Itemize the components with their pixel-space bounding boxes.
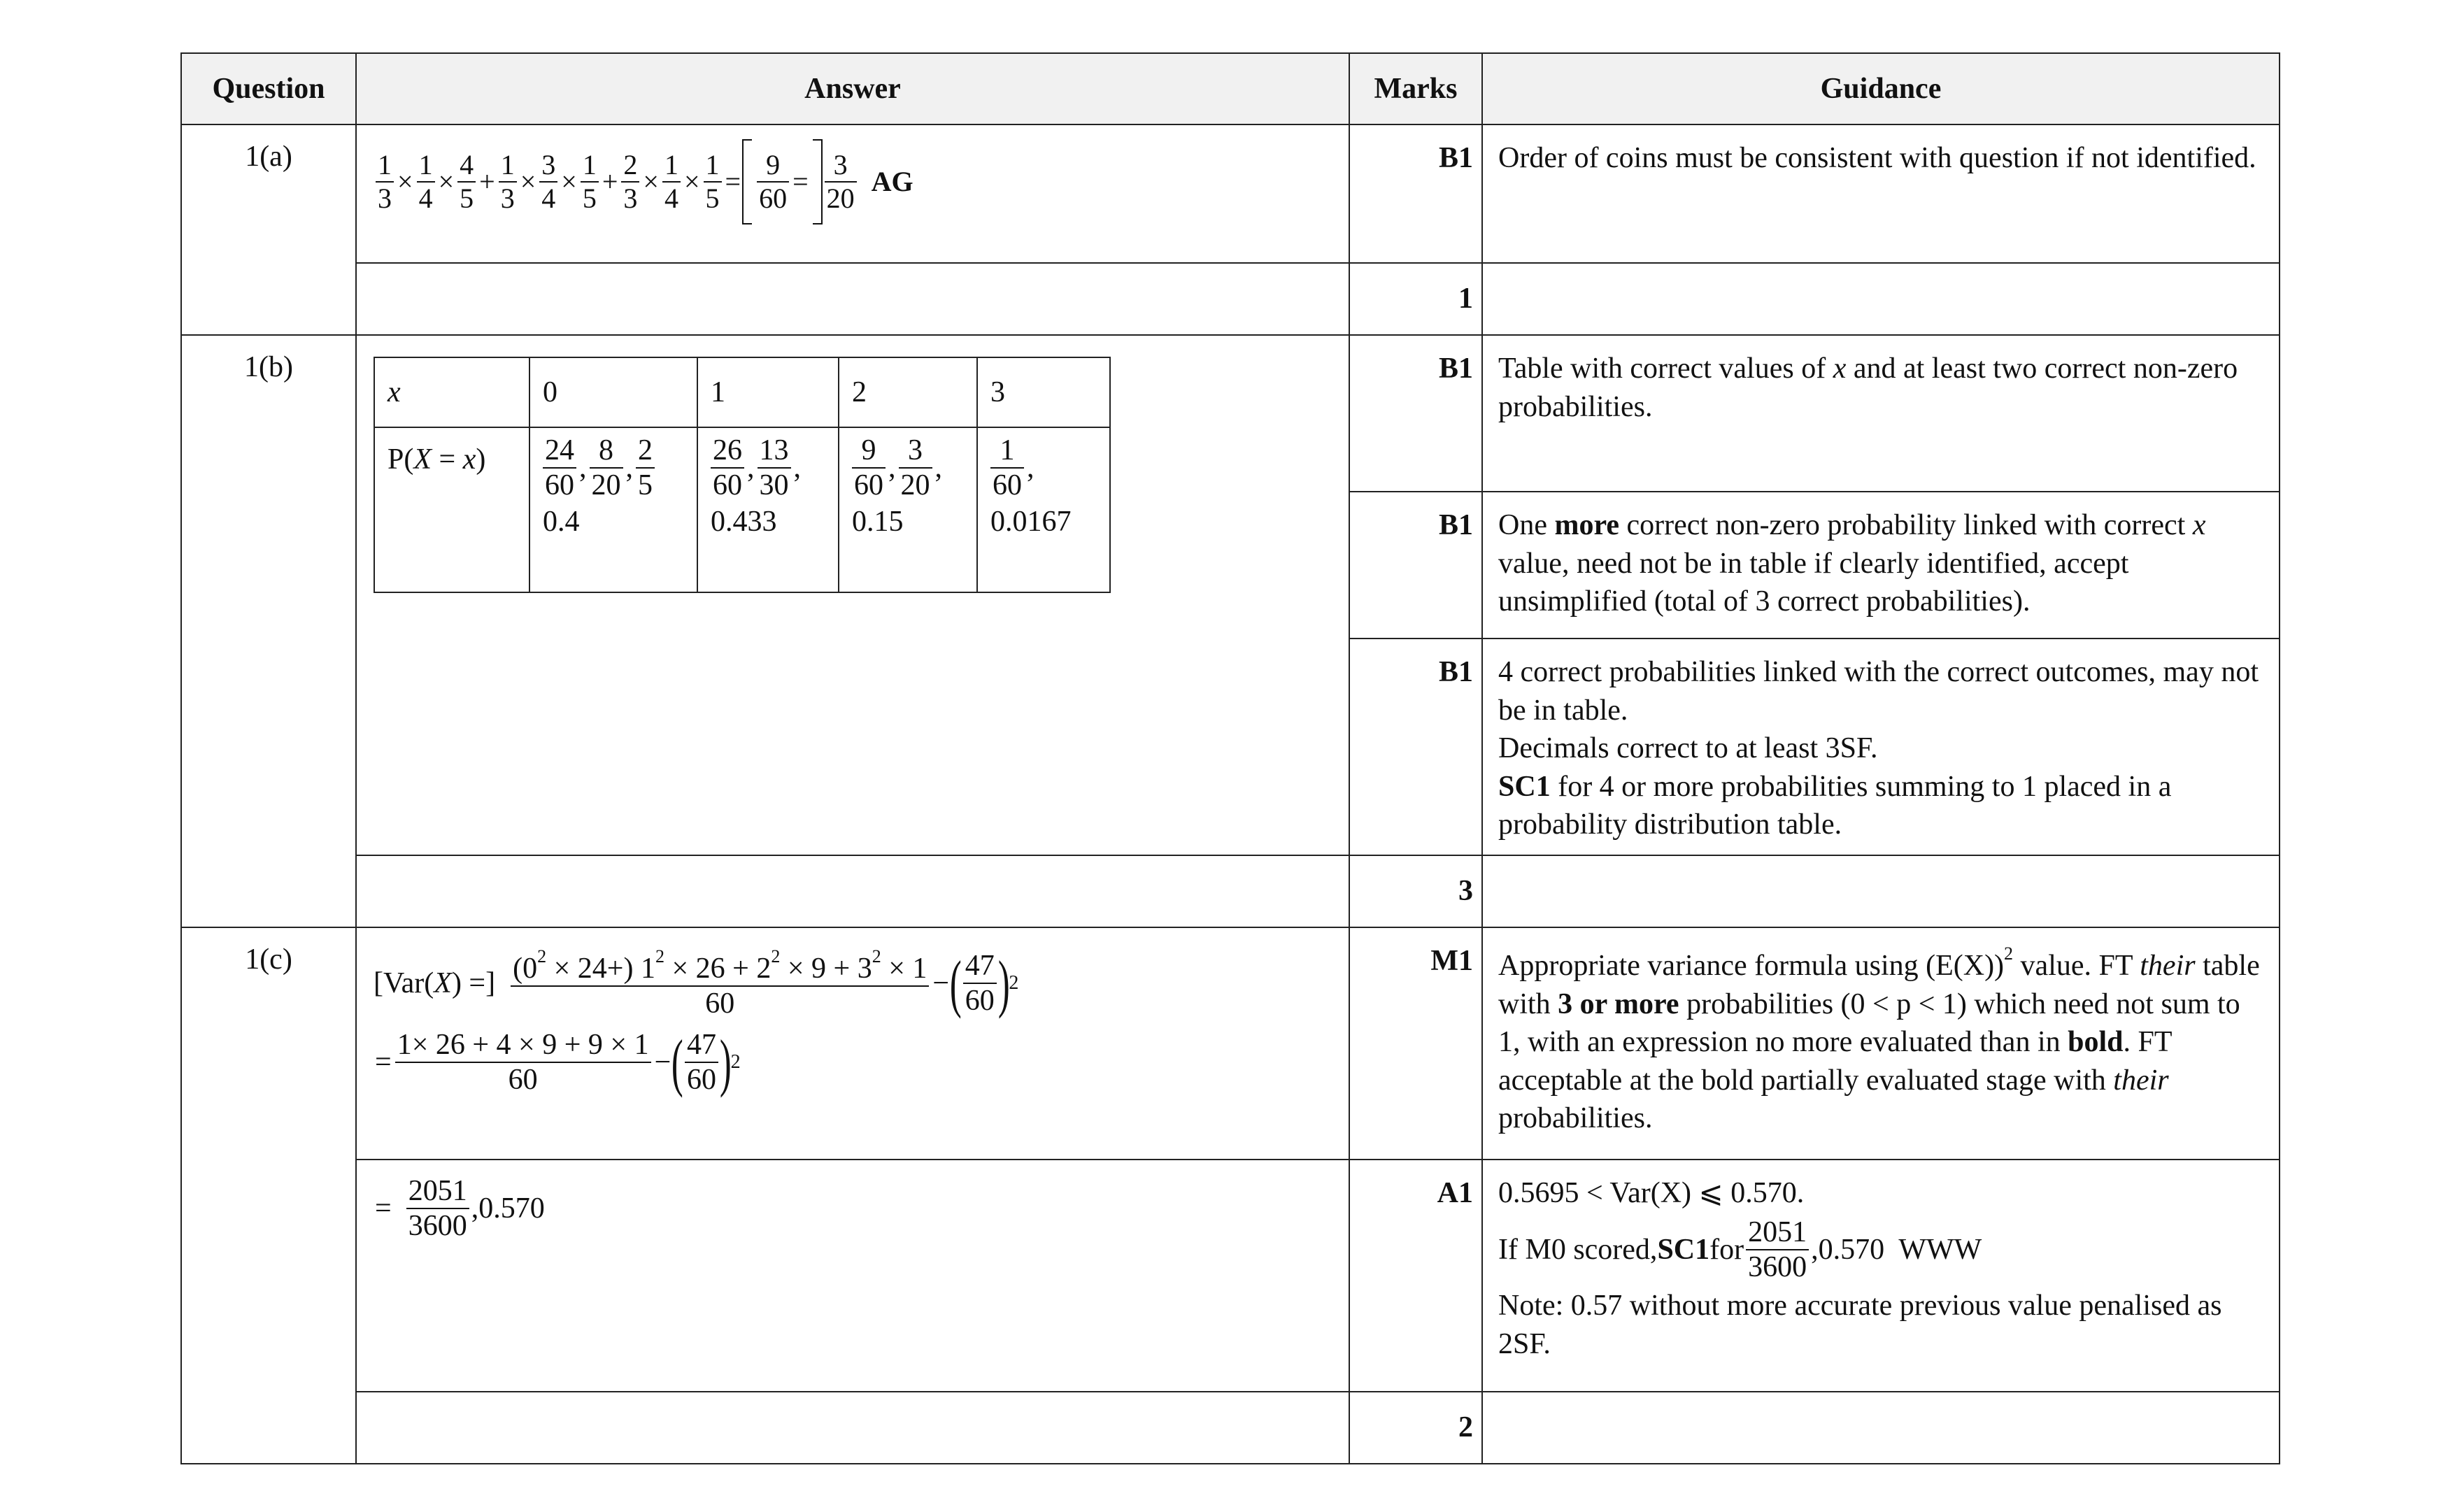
header-question: Question [181, 53, 356, 124]
dist-header-1: 1 [697, 357, 839, 427]
q1b-mark-2: B1 [1349, 492, 1482, 639]
q1c-total: 2 [1349, 1392, 1482, 1464]
q1c-total-row [181, 1392, 2280, 1464]
q1c-mark-1: M1 [1349, 927, 1482, 1160]
dist-header-3: 3 [977, 357, 1110, 427]
q1c-bold-stage: = $\frac{1\times 26 + 4 \times 9 + 9 \times 1}{60}$ − ( $\frac{47}{60}$ ) 2 [375, 1026, 741, 1098]
q1c-label: 1(c) [181, 927, 356, 1464]
q1c-result: = $\frac{2051}{3600}$ ,0.570 [375, 1175, 545, 1243]
q1b-total: 3 [1349, 855, 1482, 927]
header-marks: Marks [1349, 53, 1482, 124]
q1b-guidance-1: Table with correct values of x and at least two correct non-zero probabilities. [1482, 335, 2280, 492]
mark-scheme-table [180, 52, 2280, 1464]
ag-label: AG [871, 166, 913, 197]
q1b-answer [356, 335, 1349, 855]
dist-decimal-1: 0.433 [711, 505, 777, 538]
dist-header-0: 0 [529, 357, 697, 427]
q1a-label: 1(a) [181, 124, 356, 335]
q1b-total-row [181, 855, 2280, 927]
dist-header-2: 2 [839, 357, 977, 427]
dist-decimal-3: 0.0167 [990, 505, 1072, 538]
q1c-guidance-1: Appropriate variance formula using $(E(X))^2$ value. FT their table with 3 or more probabilities (0 < p < 1) which need not sum to 1, with an expression no more evaluated than in bold. FT acceptable at the bold partially evaluated stage with their probabilities. [1482, 927, 2280, 1160]
dist-prob-2: $\frac{9}{60}$ , $\frac{3}{20}$ , 0.15 [839, 427, 977, 592]
dist-decimal-0: 0.4 [543, 505, 580, 538]
q1c-answer-2 [356, 1160, 1349, 1392]
dist-row-label: P(X = x) [374, 427, 529, 592]
q1a-total-row [181, 263, 2280, 335]
q1b-guidance-2: One more correct non-zero probability linked with correct x value, need not be in table if clearly identified, accept unsimplified (total of 3 correct probabilities). [1482, 492, 2280, 639]
q1c-row-1 [181, 927, 2280, 1160]
q1a-expression: $\frac{1}{3}$ × $\frac{1}{4}$ × $\frac{4}{5}$ + $\frac{1}{3}$ × $\frac{3}{4}$ × $\frac{1}{5}$ + $\frac{2}{3}$ × $\frac{1}{4}$ × $\frac{1}{5}$ = $\frac{9}{60}$ = $\frac{3}{20}$ AG [374, 139, 1332, 224]
q1c-mark-2: A1 [1349, 1160, 1482, 1392]
dist-prob-0: $\frac{24}{60}$ , $\frac{8}{20}$ , $\frac{2}{5}$ 0.4 [529, 427, 697, 592]
q1a-answer [356, 124, 1349, 263]
q1b-label: 1(b) [181, 335, 356, 927]
q1c-guidance-2: 0.5695 < Var(X) ⩽ 0.570. If M0 scored, SC1 for $\frac{2051}{3600}$ ,0.570 WWW Note: 0.57 without more accurate previous value penalised as 2SF. [1482, 1160, 2280, 1392]
probability-distribution-table [374, 357, 1111, 593]
q1c-answer-1 [356, 927, 1349, 1160]
header-guidance: Guidance [1482, 53, 2280, 124]
header-answer: Answer [356, 53, 1349, 124]
q1a-row [181, 124, 2280, 263]
q1c-variance-expression: [Var(X) =] $\frac{(0^2 \times 24+) 1^2 \times 26 + 2^2 \times 9 + 3^2 \times 1}{60}$ − ( $\frac{47}{60}$ ) 2 [374, 946, 1019, 1020]
q1a-mark: B1 [1349, 124, 1482, 263]
q1b-guidance-3: 4 correct probabilities linked with the correct outcomes, may not be in table. Decimals correct to at least 3SF. SC1 for 4 or more probabilities summing to 1 placed in a probability distribution table. [1482, 639, 2280, 855]
q1b-mark-1: B1 [1349, 335, 1482, 492]
q1a-guidance: Order of coins must be consistent with question if not identified. [1482, 124, 2280, 263]
dist-prob-1: $\frac{26}{60}$ , $\frac{13}{30}$ , 0.433 [697, 427, 839, 592]
dist-header-x: x [374, 357, 529, 427]
header-row [181, 53, 2280, 124]
q1b-mark-3: B1 [1349, 639, 1482, 855]
q1b-row-1 [181, 335, 2280, 492]
q1c-row-2 [181, 1160, 2280, 1392]
dist-prob-3: $\frac{1}{60}$ , 0.0167 [977, 427, 1110, 592]
var-label: [Var(X) =] [374, 967, 496, 999]
q1a-total: 1 [1349, 263, 1482, 335]
dist-decimal-2: 0.15 [852, 505, 904, 538]
